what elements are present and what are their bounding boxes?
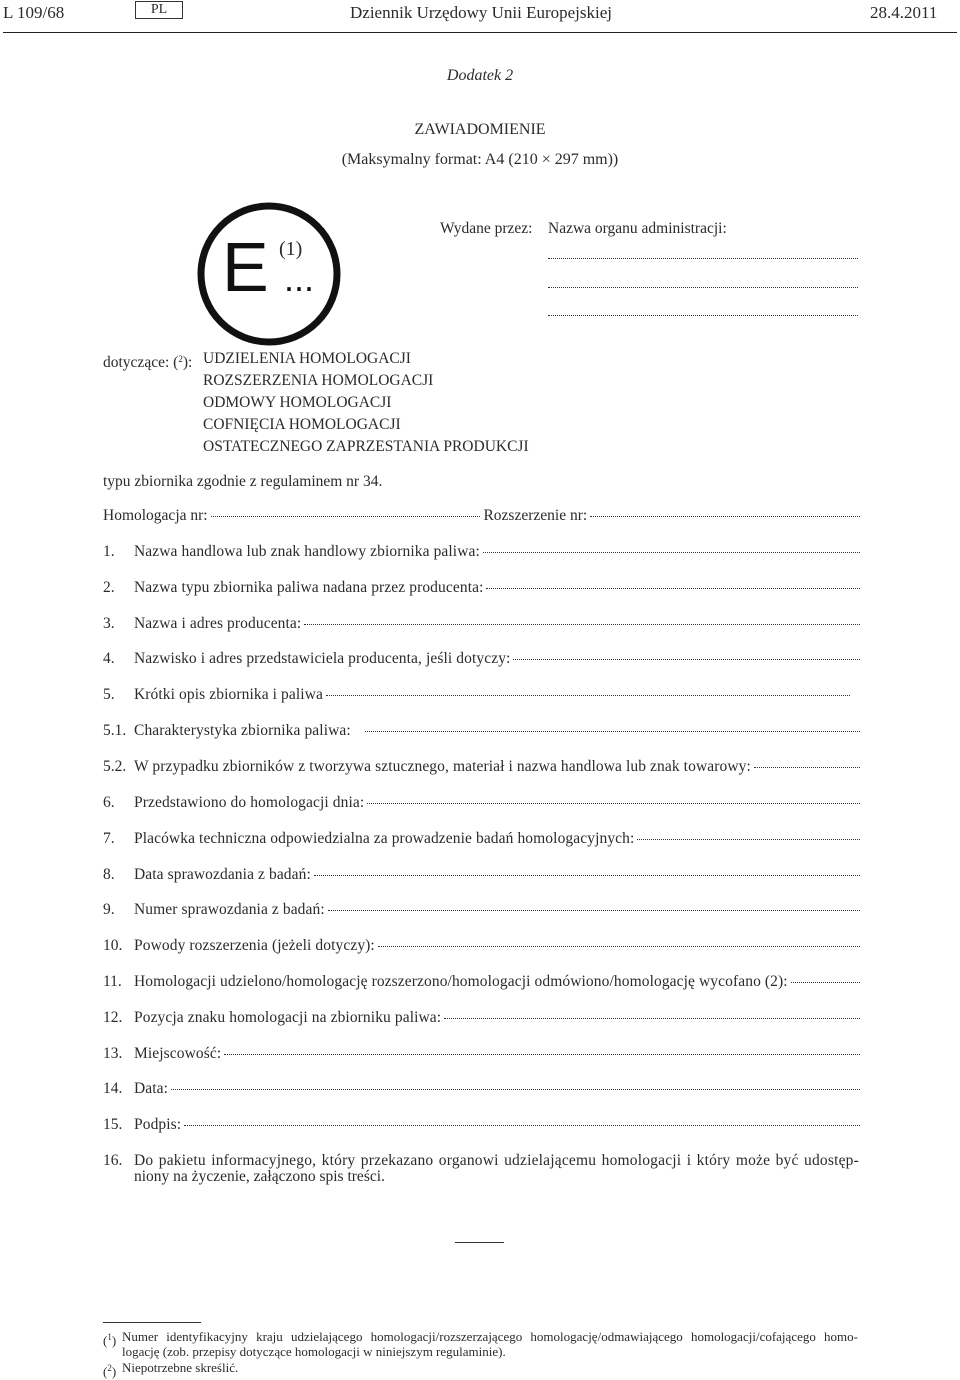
item-number: 6. (103, 794, 115, 811)
footnote-mark: ($^2$) (103, 1363, 117, 1379)
form-item (103, 900, 860, 920)
item-text: Placówka techniczna odpowiedzialna za prowadzenie badań homologacyjnych: (134, 830, 635, 847)
item-fill-line (637, 839, 860, 840)
item-fill-line (184, 1125, 860, 1126)
item-number: 10. (103, 937, 123, 954)
form-item (103, 757, 860, 777)
tank-type-statement: typu zbiornika zgodnie z regulaminem nr 34. (103, 473, 383, 490)
item-fill-line (326, 695, 850, 696)
publication-date: 28.4.2011 (870, 3, 938, 22)
item-fill-line (365, 731, 860, 732)
item-number: 7. (103, 830, 115, 847)
approval-circle-icon (196, 201, 342, 347)
item-text: W przypadku zbiorników z tworzywa sztucznego, materiał i nazwa handlowa lub znak towarowy: (134, 758, 751, 775)
item-number: 8. (103, 866, 115, 883)
form-item (103, 1115, 860, 1135)
item-text: Numer sprawozdania z badań: (134, 901, 325, 918)
item-number: 1. (103, 543, 115, 560)
item-number: 14. (103, 1080, 123, 1097)
item-number: 9. (103, 901, 115, 918)
item-text: Nazwa i adres producenta: (134, 615, 302, 632)
approval-number-label: Homologacja nr: (103, 507, 208, 524)
item-fill-line (444, 1018, 860, 1019)
item-fill-line (367, 803, 860, 804)
item-text: Powody rozszerzenia (jeżeli dotyczy): (134, 937, 375, 954)
item-fill-line (483, 552, 860, 553)
item-number: 2. (103, 579, 115, 596)
concerning-option: ODMOWY HOMOLOGACJI (203, 394, 392, 411)
page-reference: L 109/68 (3, 3, 65, 22)
item-text: Przedstawiono do homologacji dnia: (134, 794, 365, 811)
footnote-mark: ($^1$) (103, 1332, 117, 1348)
item-number: 12. (103, 1009, 123, 1026)
item-fill-line (314, 875, 860, 876)
form-item (103, 1079, 860, 1099)
item-number: 13. (103, 1045, 123, 1062)
item-fill-line (791, 982, 860, 983)
form-item (103, 685, 850, 705)
extension-number-field (590, 516, 860, 517)
item-number: 4. (103, 650, 115, 667)
form-item (103, 972, 860, 992)
end-rule (455, 1242, 504, 1243)
item-text: Pozycja znaku homologacji na zbiorniku paliwa: (134, 1009, 442, 1026)
header-rule (3, 32, 957, 33)
item-text: Miejscowość: (134, 1045, 222, 1062)
language-badge: PL (135, 1, 183, 19)
item-number: 5.2. (103, 758, 127, 775)
form-item (103, 542, 860, 562)
format-note: (Maksymalny format: A4 (210 × 297 mm)) (341, 151, 619, 168)
item-fill-line (304, 624, 860, 625)
concerning-option: UDZIELENIA HOMOLOGACJI (203, 350, 411, 367)
item-number: 5. (103, 686, 115, 703)
item-16-number: 16. (103, 1152, 123, 1169)
form-item (103, 578, 860, 598)
item-fill-line (513, 659, 860, 660)
item-fill-line (486, 588, 860, 589)
item-fill-line (224, 1054, 860, 1055)
item-number: 11. (103, 973, 122, 990)
approval-number-field (211, 516, 481, 517)
footnote-1-line-1: Numer identyfikacyjny kraju udzielającego homologacji/rozszerzającego homologację/odmawiającego homologacji/cofającego homo- (122, 1329, 858, 1344)
issued-by-label: Wydane przez: (440, 220, 533, 237)
item-text: Podpis: (134, 1116, 182, 1133)
item-text: Krótki opis zbiornika i paliwa (134, 686, 323, 703)
journal-title: Dziennik Urzędowy Unii Europejskiej (350, 3, 613, 22)
footnote-1-line-2: logację (zob. przepisy dotyczące homologacji w niniejszym regulaminie). (122, 1344, 506, 1359)
form-item (103, 865, 860, 885)
item-fill-line (754, 767, 860, 768)
item-number: 15. (103, 1116, 123, 1133)
concerning-option: ROZSZERZENIA HOMOLOGACJI (203, 372, 434, 389)
form-item (103, 1008, 860, 1028)
item-fill-line (328, 910, 860, 911)
item-text: Nazwa handlowa lub znak handlowy zbiornika paliwa: (134, 543, 480, 560)
item-text: Data sprawozdania z badań: (134, 866, 311, 883)
annex-label: Dodatek 2 (446, 67, 514, 84)
item-16-text-line-1: Do pakietu informacyjnego, który przekazano organowi udzielającemu homologacji i który może być udostęp- (134, 1152, 859, 1169)
form-item (103, 649, 860, 669)
authority-line-1 (548, 258, 858, 259)
emblem-dots: ... (284, 258, 315, 299)
emblem-letter: E (222, 228, 269, 306)
footnote-rule (103, 1322, 201, 1323)
form-item (103, 793, 860, 813)
form-item (103, 614, 860, 634)
item-text: Homologacji udzielono/homologację rozszerzono/homologacji odmówiono/homologację wycofano (2): (134, 973, 788, 990)
authority-line-3 (548, 315, 858, 316)
document-title: ZAWIADOMIENIE (414, 121, 546, 138)
form-item (103, 1044, 860, 1064)
item-text: Charakterystyka zbiornika paliwa: (134, 722, 351, 739)
form-item (103, 829, 860, 849)
concerning-option: COFNIĘCIA HOMOLOGACJI (203, 416, 401, 433)
extension-number-label: Rozszerzenie nr: (483, 507, 588, 524)
item-16-text-line-2: niony na życzenie, załączono spis treści. (134, 1168, 385, 1185)
approval-numbers-row (103, 506, 860, 526)
form-item (103, 721, 860, 741)
item-fill-line (171, 1089, 860, 1090)
emblem-footnote-ref: (1) (279, 238, 303, 260)
footnote-2-text: Niepotrzebne skreślić. (122, 1360, 239, 1375)
concerning-option: OSTATECZNEGO ZAPRZESTANIA PRODUKCJI (203, 438, 529, 455)
item-number: 3. (103, 615, 115, 632)
item-text: Nazwisko i adres przedstawiciela producenta, jeśli dotyczy: (134, 650, 511, 667)
item-text: Data: (134, 1080, 169, 1097)
item-text: Nazwa typu zbiornika paliwa nadana przez producenta: (134, 579, 484, 596)
issued-by-authority: Nazwa organu administracji: (548, 220, 727, 237)
item-fill-line (378, 946, 860, 947)
approval-mark-emblem (196, 201, 342, 347)
concerning-label: dotyczące: ($^2$): (103, 354, 193, 371)
item-number: 5.1. (103, 722, 127, 739)
authority-line-2 (548, 287, 858, 288)
form-item (103, 936, 860, 956)
